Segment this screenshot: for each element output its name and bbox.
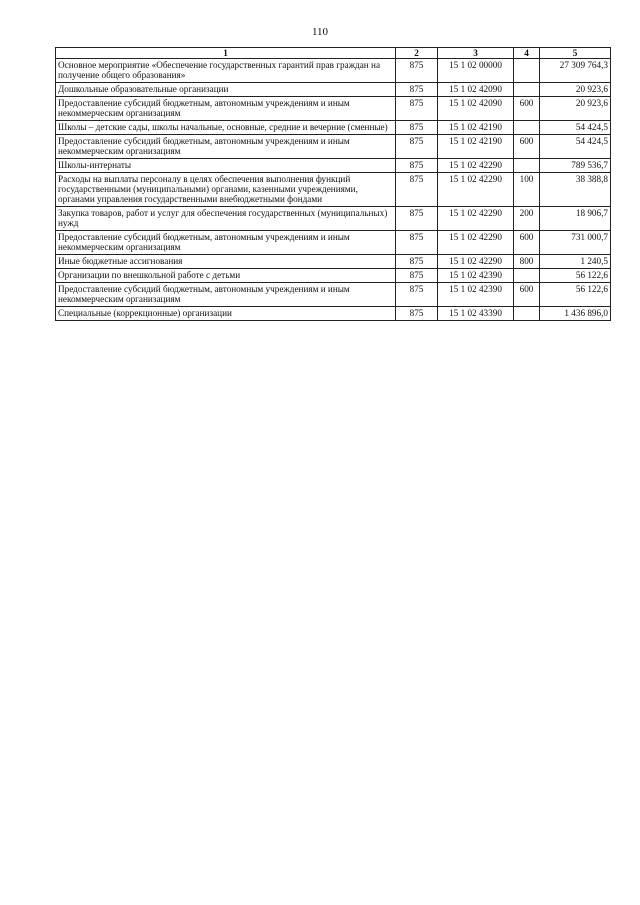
header-col-type: 4	[514, 48, 540, 59]
header-col-code: 2	[396, 48, 438, 59]
cell-code: 875	[396, 255, 438, 269]
cell-name: Предоставление субсидий бюджетным, автономным учреждениям и иным некоммерческим организациям	[56, 97, 396, 121]
cell-code: 875	[396, 83, 438, 97]
cell-amount: 1 436 896,0	[540, 307, 611, 321]
cell-amount: 54 424,5	[540, 121, 611, 135]
table-row	[56, 83, 611, 97]
cell-expense-type: 100	[514, 173, 540, 207]
cell-code: 875	[396, 97, 438, 121]
cell-code: 875	[396, 59, 438, 83]
cell-expense-type	[514, 307, 540, 321]
table-row	[56, 231, 611, 255]
cell-target-article: 15 1 02 42290	[438, 255, 514, 269]
cell-target-article: 15 1 02 42090	[438, 97, 514, 121]
table-row	[56, 307, 611, 321]
cell-amount: 56 122,6	[540, 283, 611, 307]
cell-amount: 54 424,5	[540, 135, 611, 159]
header-row	[56, 48, 611, 59]
cell-expense-type	[514, 59, 540, 83]
table-row	[56, 59, 611, 83]
table-row	[56, 283, 611, 307]
cell-target-article: 15 1 02 42290	[438, 173, 514, 207]
cell-target-article: 15 1 02 00000	[438, 59, 514, 83]
cell-name: Предоставление субсидий бюджетным, автономным учреждениям и иным некоммерческим организациям	[56, 231, 396, 255]
cell-name: Дошкольные образовательные организации	[56, 83, 396, 97]
cell-name: Школы-интернаты	[56, 159, 396, 173]
page-number: 110	[311, 26, 329, 38]
cell-amount: 789 536,7	[540, 159, 611, 173]
cell-expense-type: 600	[514, 135, 540, 159]
cell-name: Иные бюджетные ассигнования	[56, 255, 396, 269]
table-row	[56, 159, 611, 173]
header-col-amount: 5	[540, 48, 611, 59]
cell-expense-type	[514, 159, 540, 173]
cell-expense-type	[514, 121, 540, 135]
cell-name: Предоставление субсидий бюджетным, автономным учреждениям и иным некоммерческим организациям	[56, 283, 396, 307]
cell-target-article: 15 1 02 42390	[438, 283, 514, 307]
cell-name: Организации по внешкольной работе с детьми	[56, 269, 396, 283]
cell-code: 875	[396, 283, 438, 307]
cell-amount: 56 122,6	[540, 269, 611, 283]
cell-expense-type: 600	[514, 231, 540, 255]
cell-code: 875	[396, 121, 438, 135]
table-row	[56, 121, 611, 135]
table-row	[56, 135, 611, 159]
table-body	[56, 59, 611, 321]
cell-target-article: 15 1 02 42190	[438, 121, 514, 135]
cell-code: 875	[396, 307, 438, 321]
cell-name: Основное мероприятие «Обеспечение государственных гарантий прав граждан на получение общего образования»	[56, 59, 396, 83]
cell-expense-type: 200	[514, 207, 540, 231]
cell-expense-type: 600	[514, 97, 540, 121]
cell-amount: 27 309 764,3	[540, 59, 611, 83]
cell-amount: 38 388,8	[540, 173, 611, 207]
cell-amount: 1 240,5	[540, 255, 611, 269]
cell-name: Закупка товаров, работ и услуг для обеспечения государственных (муниципальных) нужд	[56, 207, 396, 231]
cell-expense-type: 600	[514, 283, 540, 307]
header-col-name: 1	[56, 48, 396, 59]
cell-target-article: 15 1 02 43390	[438, 307, 514, 321]
cell-amount: 731 000,7	[540, 231, 611, 255]
table-row	[56, 255, 611, 269]
cell-target-article: 15 1 02 42290	[438, 159, 514, 173]
cell-expense-type: 800	[514, 255, 540, 269]
table-row	[56, 173, 611, 207]
cell-name: Школы – детские сады, школы начальные, основные, средние и вечерние (сменные)	[56, 121, 396, 135]
cell-expense-type	[514, 83, 540, 97]
cell-target-article: 15 1 02 42290	[438, 207, 514, 231]
table-row	[56, 269, 611, 283]
cell-target-article: 15 1 02 42090	[438, 83, 514, 97]
cell-code: 875	[396, 135, 438, 159]
cell-target-article: 15 1 02 42290	[438, 231, 514, 255]
cell-code: 875	[396, 207, 438, 231]
table-row	[56, 97, 611, 121]
cell-code: 875	[396, 173, 438, 207]
cell-expense-type	[514, 269, 540, 283]
cell-code: 875	[396, 159, 438, 173]
budget-table	[55, 47, 611, 321]
cell-target-article: 15 1 02 42190	[438, 135, 514, 159]
cell-amount: 20 923,6	[540, 83, 611, 97]
table-row	[56, 207, 611, 231]
cell-code: 875	[396, 231, 438, 255]
cell-name: Предоставление субсидий бюджетным, автономным учреждениям и иным некоммерческим организациям	[56, 135, 396, 159]
cell-amount: 18 906,7	[540, 207, 611, 231]
cell-name: Расходы на выплаты персоналу в целях обеспечения выполнения функций государственными (муниципальными) органами, казенными учреждениями, органами управления государственными внебюджетными фондами	[56, 173, 396, 207]
cell-name: Специальные (коррекционные) организации	[56, 307, 396, 321]
cell-amount: 20 923,6	[540, 97, 611, 121]
header-col-target: 3	[438, 48, 514, 59]
cell-target-article: 15 1 02 42390	[438, 269, 514, 283]
cell-code: 875	[396, 269, 438, 283]
